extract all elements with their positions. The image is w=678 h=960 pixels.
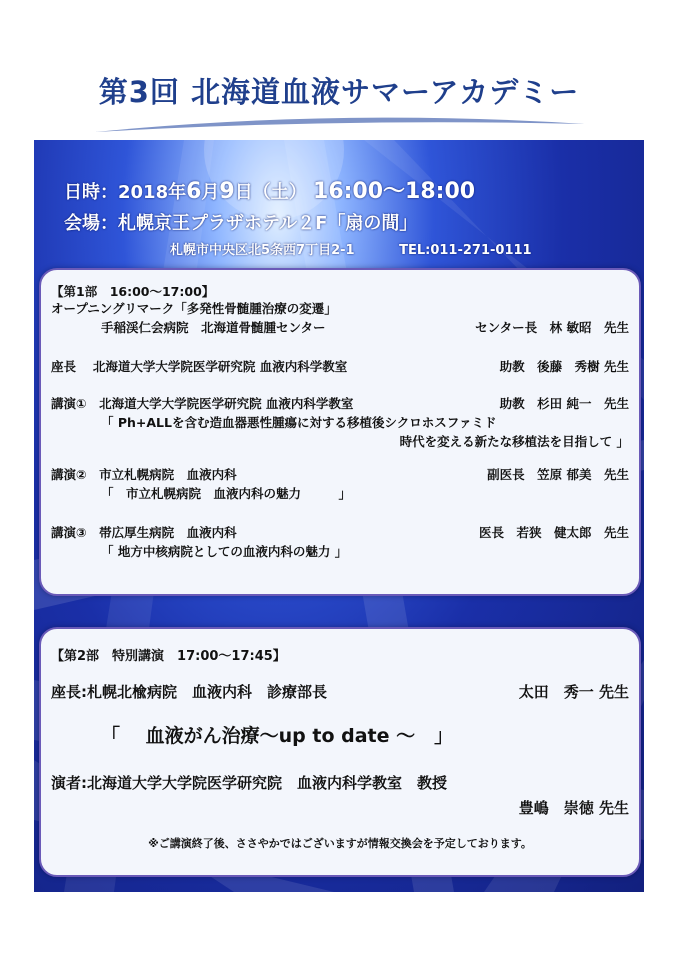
speaker-affiliation: 演者:北海道大学大学院医学研究院 血液内科学教室 教授 [51,774,448,792]
date-suffix: 日（土） [234,182,307,203]
lecture3-row [51,525,629,541]
footnote: ※ご講演終了後、ささやかではございますが情報交換会を予定しております。 [148,837,532,850]
part2-chair-affiliation: 座長:札幌北楡病院 血液内科 診療部長 [51,683,328,701]
opening-affiliation: 手稲渓仁会病院 北海道骨髄腫センター [101,320,326,335]
date-prefix: 日時：2018年 [64,182,187,203]
date-month-label: 月 [201,182,220,203]
event-venue: 会場：札幌京王プラザホテル２F「扇の間」 [64,213,418,234]
opening-title: オープニングリマーク「多発性骨髄腫治療の変遷」 [51,301,337,316]
tel-text: TEL:011-271-0111 [399,243,532,258]
lecture3-title: 「 地方中核病院としての血液内科の魅力 」 [101,544,348,559]
lecture1-person: 助教 杉田 純一 先生 [499,396,629,411]
lecture1-row [51,396,629,412]
part2-header: 【第2部 特別講演 17:00〜17:45】 [51,649,286,664]
lecture3-person: 医長 若狭 健太郎 先生 [478,525,629,540]
special-lecture-title: 「 血液がん治療〜up to date 〜 」 [101,725,454,747]
date-month: 6 [186,179,202,204]
address-text: 札幌市中央区北5条西7丁目2-1 [170,243,355,258]
event-info [64,174,624,258]
chair-affiliation: 座長 北海道大学大学院医学研究院 血液内科学教室 [51,359,348,374]
title-swoosh-decoration [90,112,590,136]
lecture2-title: 「 市立札幌病院 血液内科の魅力 」 [101,486,352,501]
opening-person: センター長 林 敏昭 先生 [475,320,629,335]
lecture1-affiliation: 講演① 北海道大学大学院医学研究院 血液内科学教室 [51,396,354,411]
part2-chair-person: 太田 秀一 先生 [518,683,629,701]
date-day: 9 [219,179,235,204]
event-time: 16:00〜18:00 [313,179,476,204]
opening-row [51,320,629,336]
part2-chair-row [51,681,629,702]
lecture1-title-a: 「 Ph+ALLを含む造血器悪性腫瘍に対する移植後シクロホスファミド [101,415,497,430]
lecture3-affiliation: 講演③ 帯広厚生病院 血液内科 [51,525,237,540]
event-date [64,174,624,205]
event-poster [34,140,644,892]
chair-person: 助教 後藤 秀樹 先生 [499,359,629,374]
lecture2-person: 副医長 笠原 郁美 先生 [487,467,629,482]
part1-panel [39,268,641,596]
page-title: 第3回 北海道血液サマーアカデミー [98,75,580,109]
part1-header: 【第1部 16:00〜17:00】 [51,284,215,299]
lecture1-title-b: 時代を変える新たな移植法を目指して 」 [399,434,629,449]
lecture2-affiliation: 講演② 市立札幌病院 血液内科 [51,467,237,482]
lecture2-row [51,467,629,483]
chair-row [51,359,629,375]
speaker-person: 豊嶋 崇徳 先生 [518,799,629,817]
event-address [64,239,624,258]
part2-panel [39,627,641,877]
